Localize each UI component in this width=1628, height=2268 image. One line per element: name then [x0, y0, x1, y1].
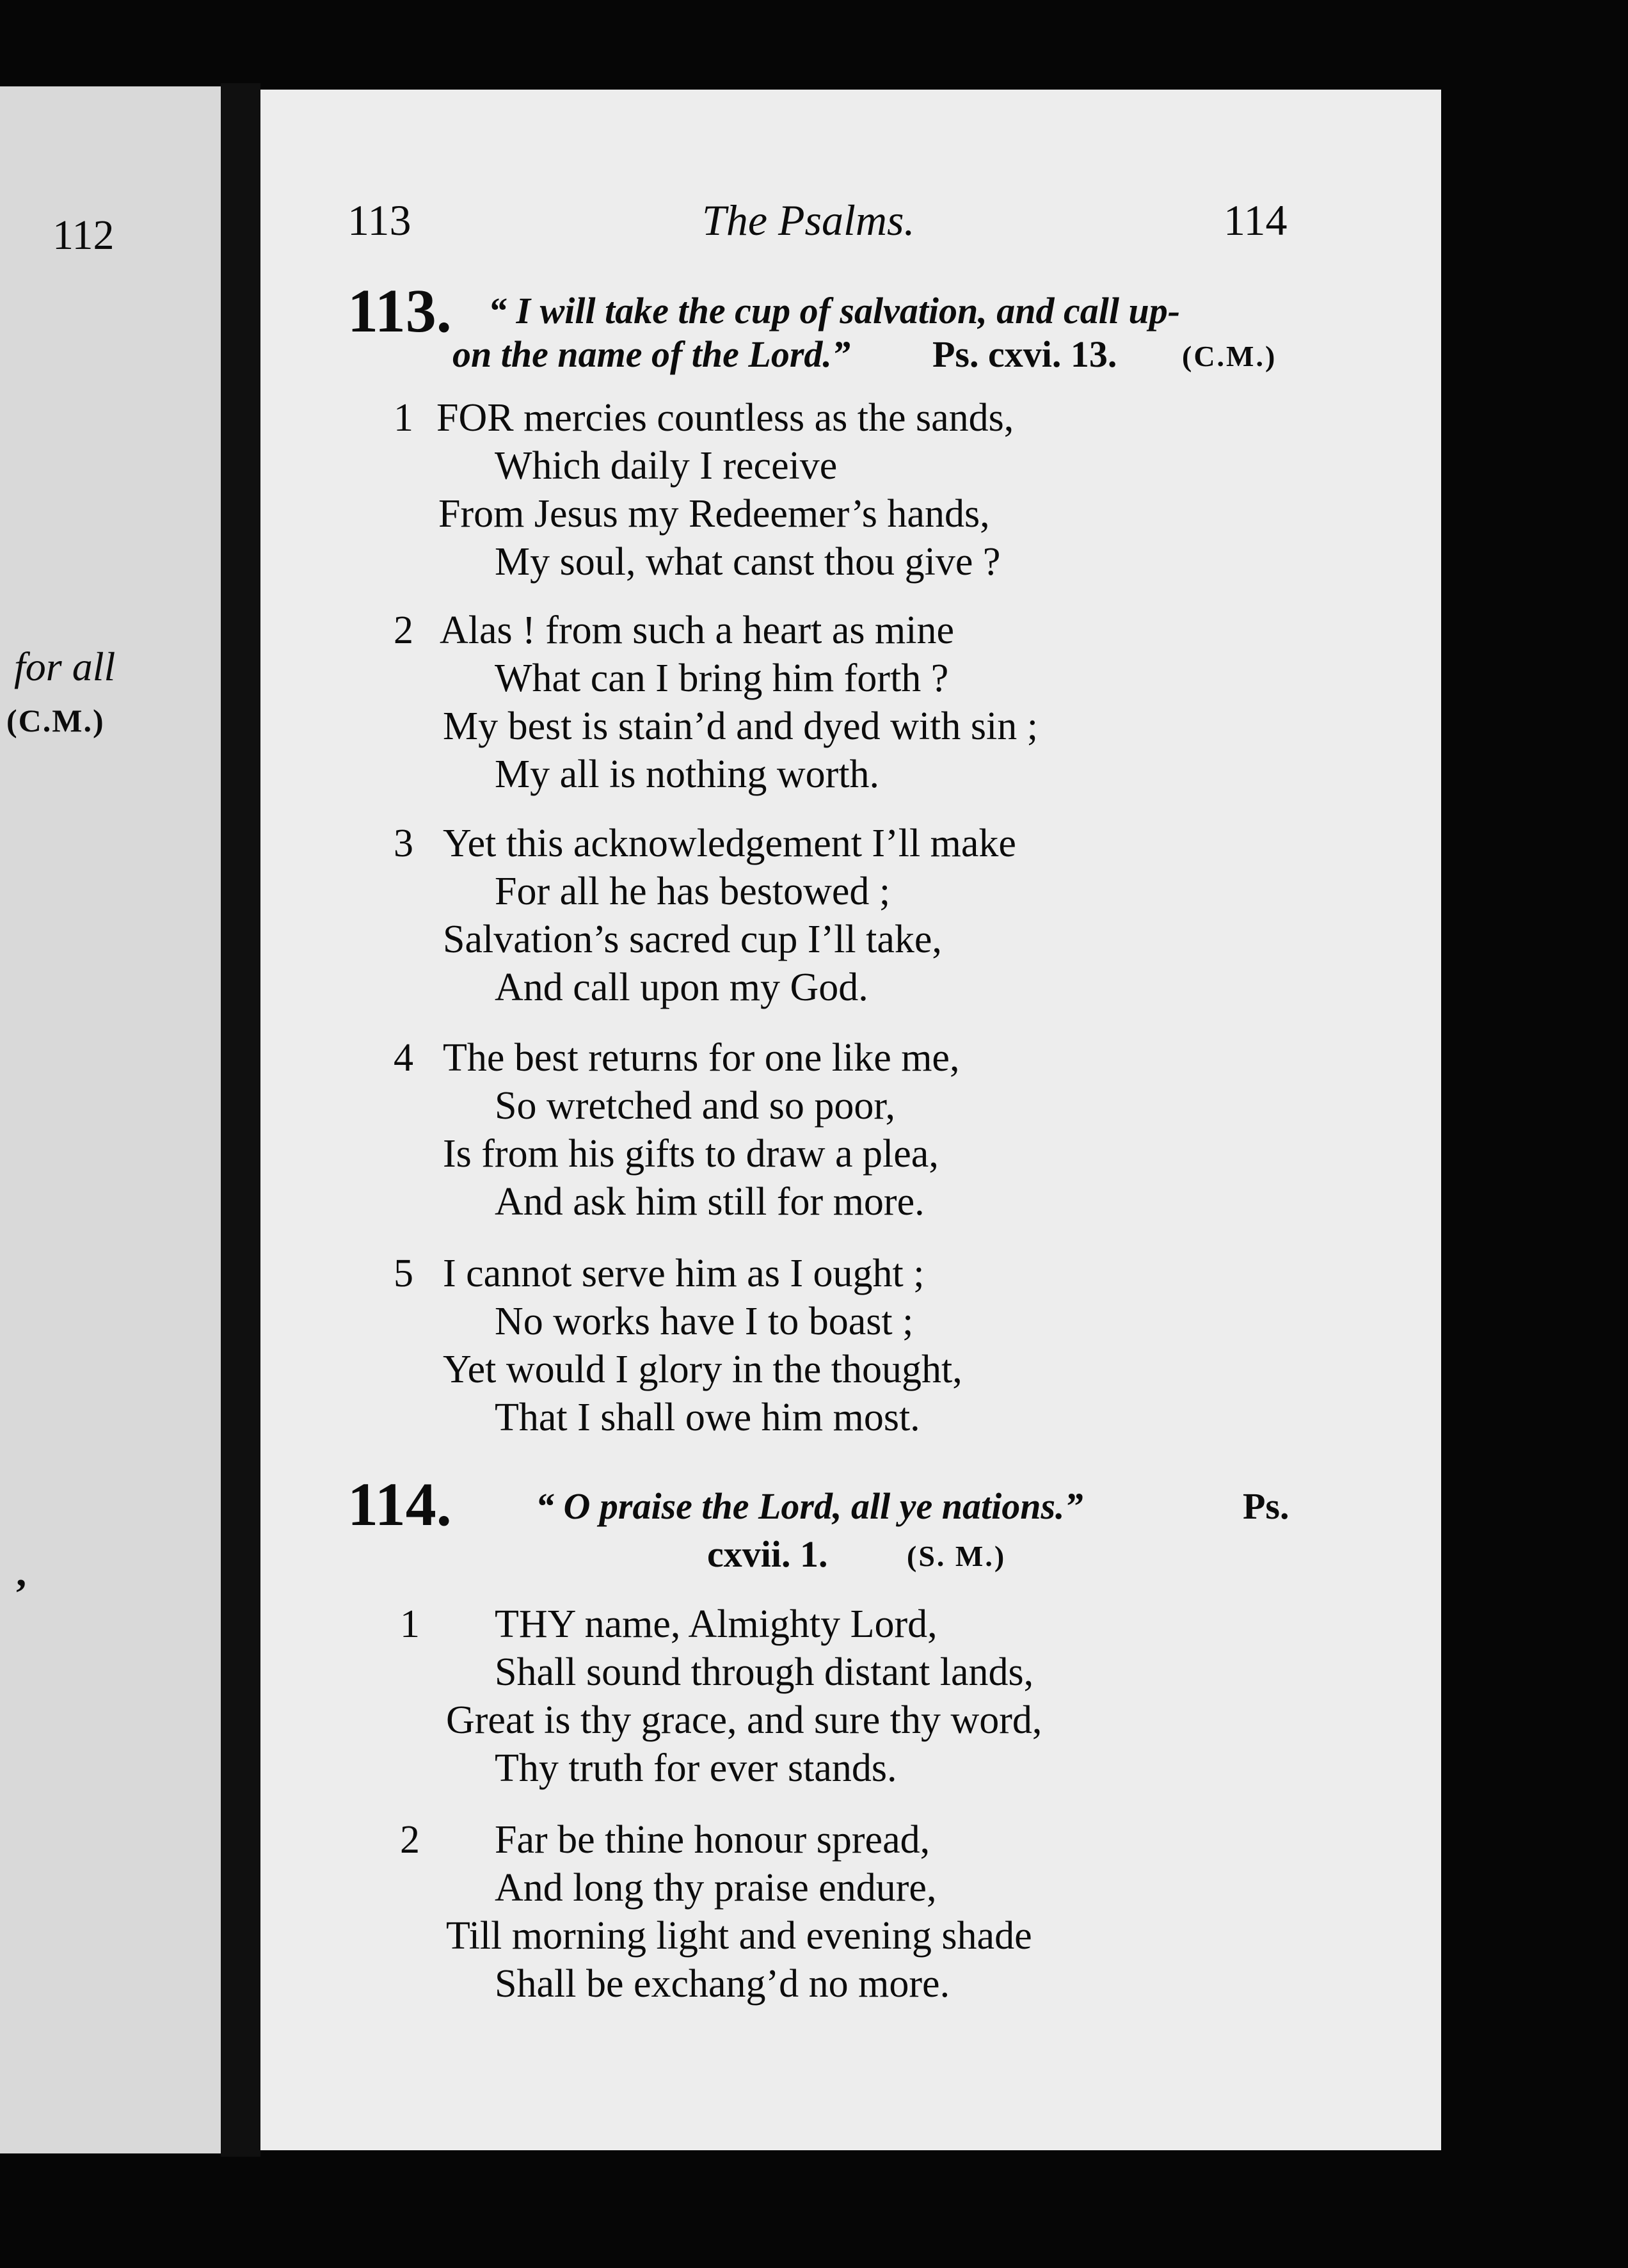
verse-line: Shall sound through distant lands,: [495, 1650, 1034, 1694]
verse-line: My best is stain’d and dyed with sin ;: [443, 705, 1038, 748]
verse-line: Till morning light and evening shade: [446, 1914, 1032, 1958]
hymn-113-epigraph-line-1: “ I will take the cup of salvation, and call up-: [488, 290, 1181, 331]
verse-number: 1: [394, 396, 413, 440]
verse-number: 3: [394, 822, 413, 865]
verse-line: No works have I to boast ;: [495, 1300, 914, 1343]
verse-line: And ask him still for more.: [495, 1180, 925, 1224]
header-left-number: 113: [347, 196, 411, 244]
verse-line: The best returns for one like me,: [443, 1036, 960, 1080]
verse-line: My all is nothing worth.: [495, 753, 880, 796]
verse-line: FOR mercies countless as the sands,: [436, 396, 1014, 440]
hymn-113-reference: Ps. cxvi. 13.: [932, 333, 1117, 375]
book-spine-shadow: [221, 83, 260, 2157]
hymn-114-epigraph: “ O praise the Lord, all ye nations.”: [536, 1485, 1083, 1527]
verse-line: Far be thine honour spread,: [495, 1818, 930, 1862]
verse-line: Thy truth for ever stands.: [495, 1746, 897, 1790]
verse-line: THY name, Almighty Lord,: [495, 1602, 938, 1646]
verse-number: 4: [394, 1036, 413, 1080]
left-page-fragment: for all: [14, 644, 116, 689]
verse-line: And long thy praise endure,: [495, 1866, 937, 1910]
verse-line: Yet this acknowledgement I’ll make: [443, 822, 1016, 865]
hymn-114-number: 114.: [347, 1470, 452, 1538]
verse-line: My soul, what canst thou give ?: [495, 540, 1001, 584]
verse-number: 2: [394, 609, 413, 652]
verse-number: 1: [400, 1602, 420, 1646]
left-page-number: 112: [52, 212, 115, 259]
verse-line: What can I bring him forth ?: [495, 657, 949, 700]
hymn-114-meter: (S. M.): [907, 1540, 1007, 1572]
hymn-113-epigraph-line-2: on the name of the Lord.”: [452, 333, 850, 375]
verse-number: 5: [394, 1252, 413, 1295]
right-page: [260, 90, 1441, 2150]
verse-line: Alas ! from such a heart as mine: [440, 609, 955, 652]
left-page-fragment: (C.M.): [6, 703, 105, 739]
verse-line: I cannot serve him as I ought ;: [443, 1252, 925, 1295]
verse-number: 2: [400, 1818, 420, 1862]
verse-line: Salvation’s sacred cup I’ll take,: [443, 918, 942, 961]
hymn-114-reference-part-1: Ps.: [1243, 1485, 1289, 1527]
verse-line: Shall be exchang’d no more.: [495, 1962, 950, 2006]
verse-line: So wretched and so poor,: [495, 1084, 895, 1128]
hymn-113-meter: (C.M.): [1182, 340, 1277, 372]
verse-line: Great is thy grace, and sure thy word,: [446, 1698, 1042, 1742]
verse-line: And call upon my God.: [495, 966, 868, 1009]
left-page: [0, 86, 221, 2153]
verse-line: Is from his gifts to draw a plea,: [443, 1132, 939, 1176]
left-page-fragment: ’: [14, 1570, 28, 1616]
running-title: The Psalms.: [702, 196, 915, 244]
verse-line: Which daily I receive: [495, 444, 838, 488]
hymn-114-reference-part-2: cxvii. 1.: [707, 1533, 828, 1575]
hymn-113-number: 113.: [347, 276, 452, 345]
verse-line: Yet would I glory in the thought,: [443, 1348, 962, 1391]
verse-line: For all he has bestowed ;: [495, 870, 891, 913]
verse-line: That I shall owe him most.: [495, 1396, 920, 1439]
header-right-number: 114: [1224, 196, 1288, 244]
verse-line: From Jesus my Redeemer’s hands,: [438, 492, 990, 536]
